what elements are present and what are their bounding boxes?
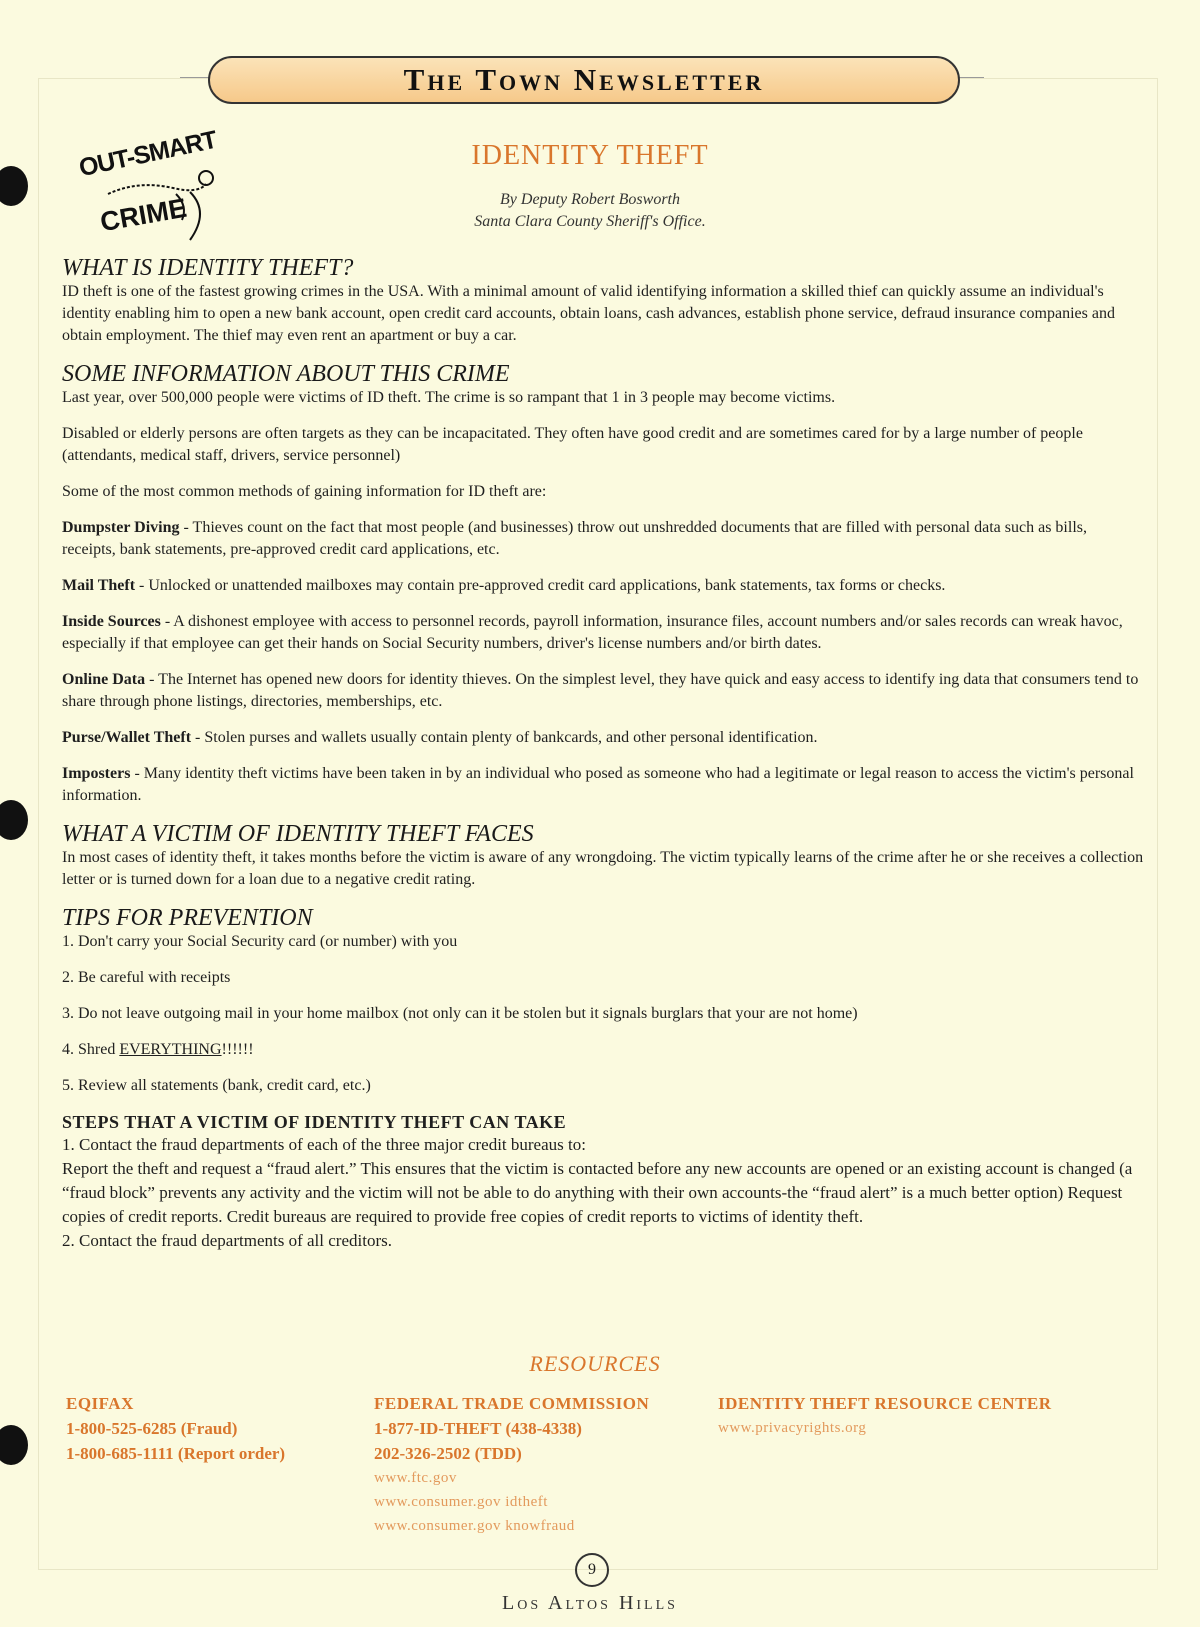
resource-phone: 202-326-2502 (TDD) [374, 1444, 522, 1463]
tip-item: 1. Don't carry your Social Security card (or number) with you [62, 933, 458, 950]
binder-hole [0, 800, 28, 840]
method-text: - Thieves count on the fact that most people (and businesses) throw out unshredded documents that are filled with personal data such as bills, receipts, bank statements, pre-approved credit card applications, etc. [62, 519, 1087, 558]
tip-emphasis: EVERYTHING [119, 1041, 222, 1058]
logo-text-bottom: CRIME [97, 192, 189, 238]
method-label: Dumpster Diving [62, 519, 180, 536]
footer-town: Los Altos Hills [502, 1592, 678, 1614]
tip-item: 2. Be careful with receipts [62, 969, 231, 986]
section-info [62, 361, 1144, 807]
resource-phone: 1-800-525-6285 (Fraud) [66, 1419, 238, 1438]
resources-heading: RESOURCES [529, 1351, 661, 1376]
masthead-banner [208, 56, 960, 104]
step-line: 1. Contact the fraud departments of each of the three major credit bureaus to: [62, 1135, 586, 1154]
section-heading: WHAT A VICTIM OF IDENTITY THEFT FACES [62, 821, 534, 847]
resource-name: FEDERAL TRADE COMMISSION [374, 1394, 650, 1413]
method-label: Inside Sources [62, 613, 161, 630]
section-text: In most cases of identity theft, it takes months before the victim is aware of any wrongdoing. The victim typically learns of the crime after he or she receives a collection letter or is turned down for a loan due to a negative credit rating. [62, 849, 1144, 888]
resource-link[interactable]: www.consumer.gov knowfraud [374, 1518, 575, 1534]
page-number: 9 [575, 1553, 609, 1587]
resource-link[interactable]: www.privacyrights.org [718, 1420, 867, 1436]
resource-link[interactable]: www.ftc.gov [374, 1470, 457, 1486]
tip-item: 5. Review all statements (bank, credit card, etc.) [62, 1077, 371, 1094]
resource-phone: 1-800-685-1111 (Report order) [66, 1444, 286, 1463]
binder-hole [0, 166, 28, 206]
section-heading: STEPS THAT A VICTIM OF IDENTITY THEFT CAN TAKE [62, 1112, 567, 1132]
section-heading: TIPS FOR PREVENTION [62, 905, 313, 931]
method-text: - Unlocked or unattended mailboxes may contain pre-approved credit card applications, bank statements, tax forms or checks. [135, 577, 946, 594]
section-text: ID theft is one of the fastest growing crimes in the USA. With a minimal amount of valid identifying information a skilled thief can quickly assume an individual's identity enabling him to open a new bank account, open credit card accounts, obtain loans, cash advances, establish phone service, defraud insurance companies and obtain employment. The thief may even rent an apartment or buy a car. [62, 283, 1115, 344]
section-heading: SOME INFORMATION ABOUT THIS CRIME [62, 361, 510, 387]
method-item [62, 575, 1144, 597]
article-body [62, 255, 1144, 1253]
out-smart-crime-logo [76, 125, 228, 252]
resource-ftc [374, 1392, 649, 1538]
section-what-is [62, 255, 1144, 347]
method-item [62, 611, 1144, 655]
resource-phone: 1-877-ID-THEFT (438-4338) [374, 1419, 582, 1438]
section-heading: WHAT IS IDENTITY THEFT? [62, 255, 354, 281]
step-line: Report the theft and request a “fraud alert.” This ensures that the victim is contacted before any new accounts are opened or an existing account is changed (a “fraud block” prevents any activity and the victim will not be able to do anything with their own accounts-the “fraud alert” is a much better option) Request copies of credit reports. Credit bureaus are required to provide free copies of credit reports to victims of identity theft. [62, 1159, 1133, 1226]
method-text: - A dishonest employee with access to personnel records, payroll information, insurance files, account numbers and/or sales records can wreak havoc, especially if that employee can get their hands on Social Security numbers, driver's license numbers and/or birth dates. [62, 613, 1123, 652]
resource-itrc [718, 1392, 1052, 1440]
section-steps [62, 1111, 1144, 1253]
method-item [62, 727, 1144, 749]
paragraph: Last year, over 500,000 people were victims of ID theft. The crime is so rampant that 1 in 3 people may become victims. [62, 389, 836, 406]
method-label: Purse/Wallet Theft [62, 729, 192, 746]
resource-link[interactable]: www.consumer.gov idtheft [374, 1494, 548, 1510]
method-item [62, 669, 1144, 713]
tip-item [62, 1039, 1144, 1061]
tip-suffix: !!!!!! [221, 1041, 254, 1058]
paragraph: Some of the most common methods of gaining information for ID theft are: [62, 483, 547, 500]
method-text: - Many identity theft victims have been taken in by an individual who posed as someone who had a legitimate or legal reason to access the victim's personal information. [62, 765, 1134, 804]
byline [380, 189, 800, 233]
method-label: Online Data [62, 671, 146, 688]
tip-item: 3. Do not leave outgoing mail in your home mailbox (not only can it be stolen but it signals burglars that your are not home) [62, 1005, 858, 1022]
method-item [62, 763, 1144, 807]
resource-equifax [66, 1392, 285, 1466]
article-title: IDENTITY THEFT [471, 140, 709, 171]
masthead-rule-left [180, 77, 210, 78]
method-text: - The Internet has opened new doors for identity thieves. On the simplest level, they have quick and easy access to identify ing data that consumers tend to share through phone listings, directories, memberships, etc. [62, 671, 1139, 710]
method-label: Imposters [62, 765, 131, 782]
tip-prefix: 4. Shred [62, 1041, 120, 1058]
method-label: Mail Theft [62, 577, 136, 594]
section-tips [62, 905, 1144, 1097]
paragraph: Disabled or elderly persons are often targets as they can be incapacitated. They often have good credit and are sometimes cared for by a large number of people (attendants, medical staff, drivers, service personnel) [62, 425, 1083, 464]
resource-name: EQIFAX [66, 1394, 134, 1413]
resource-name: IDENTITY THEFT RESOURCE CENTER [718, 1394, 1052, 1413]
masthead-title: The Town Newsletter [403, 62, 765, 97]
method-item [62, 517, 1144, 561]
section-faces [62, 821, 1144, 891]
byline-author: By Deputy Robert Bosworth [500, 191, 680, 208]
step-line: 2. Contact the fraud departments of all creditors. [62, 1231, 392, 1250]
logo-text-top: OUT-SMART [76, 125, 219, 183]
method-text: - Stolen purses and wallets usually contain plenty of bankcards, and other personal identification. [191, 729, 818, 746]
byline-office: Santa Clara County Sheriff's Office. [474, 213, 706, 230]
binder-hole [0, 1425, 28, 1465]
